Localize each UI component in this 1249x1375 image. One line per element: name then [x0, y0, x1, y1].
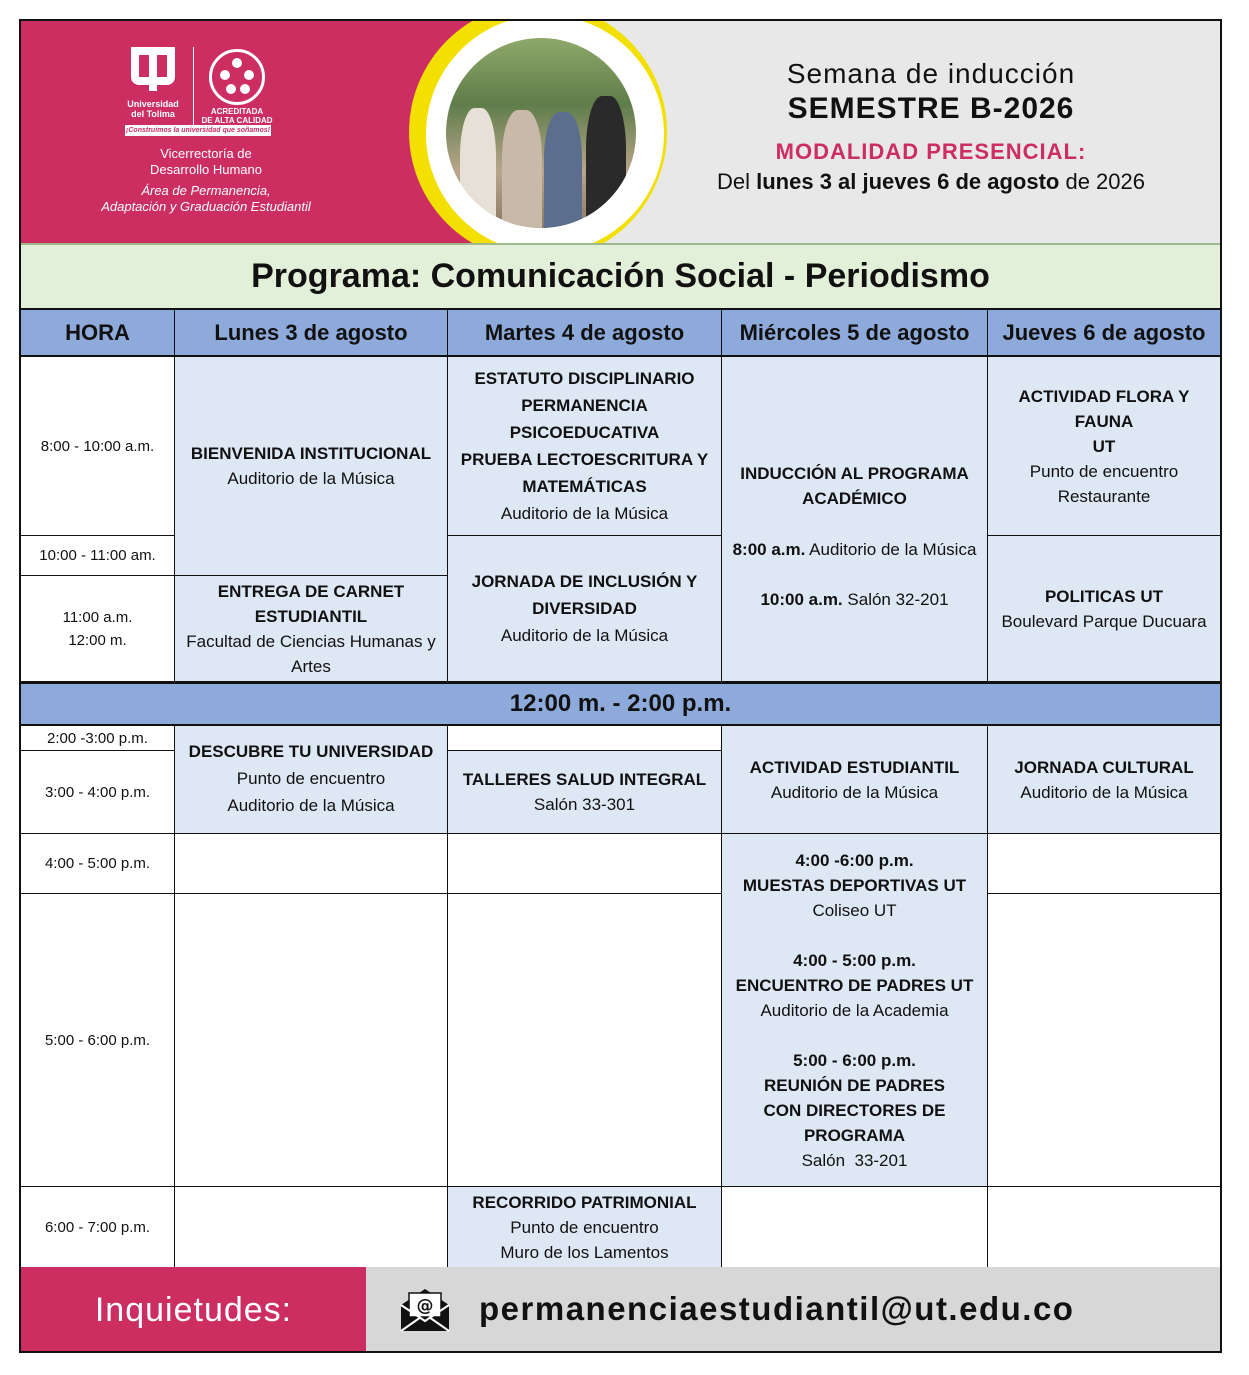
activity-inclusion: JORNADA DE INCLUSIÓN Y DIVERSIDAD Auditorio de la Música [448, 536, 722, 682]
activity-politicas: POLITICAS UT Boulevard Parque Ducuara [988, 536, 1220, 682]
envelope-at-icon [399, 1287, 451, 1333]
office-line: Área de Permanencia, [141, 183, 271, 198]
header-banner [21, 21, 1220, 243]
event-title: Semana de inducción [786, 58, 1076, 89]
activity-jornada-cultural: JORNADA CULTURAL Auditorio de la Música [988, 726, 1220, 834]
activity-talleres-salud: TALLERES SALUD INTEGRAL Salón 33-301 [448, 751, 722, 834]
hour-cell: 11:00 a.m. 12:00 m. [21, 576, 175, 682]
activity-estudiantil: ACTIVIDAD ESTUDIANTIL Auditorio de la Música [722, 726, 988, 834]
office-line: Adaptación y Graduación Estudiantil [101, 199, 311, 214]
activity-recorrido: RECORRIDO PATRIMONIAL Punto de encuentro Muro de los Lamentos [448, 1187, 722, 1267]
hour-cell: 6:00 - 7:00 p.m. [21, 1187, 175, 1267]
contact-footer [21, 1267, 1220, 1353]
column-header-tuesday: Martes 4 de agosto [448, 310, 722, 357]
hour-cell: 10:00 - 11:00 am. [21, 536, 175, 576]
schedule-poster [19, 19, 1222, 1353]
lunch-break-row: 12:00 m. - 2:00 p.m. [21, 682, 1220, 726]
hour-cell: 4:00 - 5:00 p.m. [21, 834, 175, 894]
event-dates: Del lunes 3 al jueves 6 de agosto de 2026 [717, 169, 1145, 194]
empty-slot [448, 894, 722, 1187]
activity-deportes-padres: 4:00 -6:00 p.m. MUESTAS DEPORTIVAS UT Coliseo UT 4:00 - 5:00 p.m. ENCUENTRO DE PADRES UT Auditorio de la Academia 5:00 - 6:00 p.m. REUNIÓN DE PADRES CON DIRECTORES DE PROGRAMA Salón 33-201 [722, 834, 988, 1187]
empty-slot [988, 834, 1220, 894]
activity-estatuto: ESTATUTO DISCIPLINARIO PERMANENCIA PSICOEDUCATIVA PRUEBA LECTOESCRITURA Y MATEMÁTICAS Auditorio de la Música [448, 357, 722, 536]
column-header-monday: Lunes 3 de agosto [175, 310, 448, 357]
modality-label: MODALIDAD PRESENCIAL: [775, 139, 1087, 164]
empty-slot [175, 1187, 448, 1267]
empty-slot [722, 1187, 988, 1267]
photo-person [544, 112, 582, 228]
empty-slot [175, 834, 448, 894]
office-line: Desarrollo Humano [150, 162, 262, 177]
column-header-hour: HORA [21, 310, 175, 357]
university-logo-block [81, 47, 331, 237]
activity-descubre: DESCUBRE TU UNIVERSIDAD Punto de encuentro Auditorio de la Música [175, 726, 448, 834]
photo-person [460, 108, 496, 228]
accreditation-seal-icon [209, 49, 265, 105]
photo-person [502, 110, 542, 228]
svg-text:@: @ [416, 1296, 434, 1316]
empty-slot [448, 834, 722, 894]
contact-label: Inquietudes: [21, 1267, 366, 1353]
column-header-thursday: Jueves 6 de agosto [988, 310, 1220, 357]
column-header-wednesday: Miércoles 5 de agosto [722, 310, 988, 357]
empty-slot [175, 894, 448, 1187]
empty-slot [448, 726, 722, 751]
empty-slot [988, 894, 1220, 1187]
hour-cell: 8:00 - 10:00 a.m. [21, 357, 175, 536]
activity-bienvenida: BIENVENIDA INSTITUCIONAL Auditorio de la Música [175, 357, 448, 576]
program-title: Programa: Comunicación Social - Periodismo [21, 243, 1220, 310]
ut-logo-icon [131, 47, 175, 95]
photo-person [586, 96, 626, 228]
activity-induccion-programa: INDUCCIÓN AL PROGRAMA ACADÉMICO 8:00 a.m. Auditorio de la Música 10:00 a.m. Salón 32-201 [722, 357, 988, 682]
office-line: Vicerrectoría de [160, 146, 252, 161]
students-photo [446, 38, 636, 228]
university-name: Universidad del Tolima [127, 99, 179, 119]
contact-email-link[interactable]: permanenciaestudiantil@ut.edu.co [479, 1290, 1075, 1327]
semester-title: SEMESTRE B-2026 [787, 92, 1075, 125]
university-slogan: ¡Construimos la universidad que soñamos! [126, 127, 270, 134]
empty-slot [988, 1187, 1220, 1267]
event-info [661, 57, 1201, 197]
hour-cell: 3:00 - 4:00 p.m. [21, 751, 175, 834]
accreditation-text: ACREDITADA DE ALTA CALIDAD [201, 107, 273, 125]
logo-divider [193, 47, 194, 135]
hour-cell: 5:00 - 6:00 p.m. [21, 894, 175, 1187]
activity-flora-fauna: ACTIVIDAD FLORA Y FAUNA UT Punto de encuentro Restaurante [988, 357, 1220, 536]
hour-cell: 2:00 -3:00 p.m. [21, 726, 175, 751]
activity-carnet: ENTREGA DE CARNET ESTUDIANTIL Facultad de Ciencias Humanas y Artes [175, 576, 448, 682]
